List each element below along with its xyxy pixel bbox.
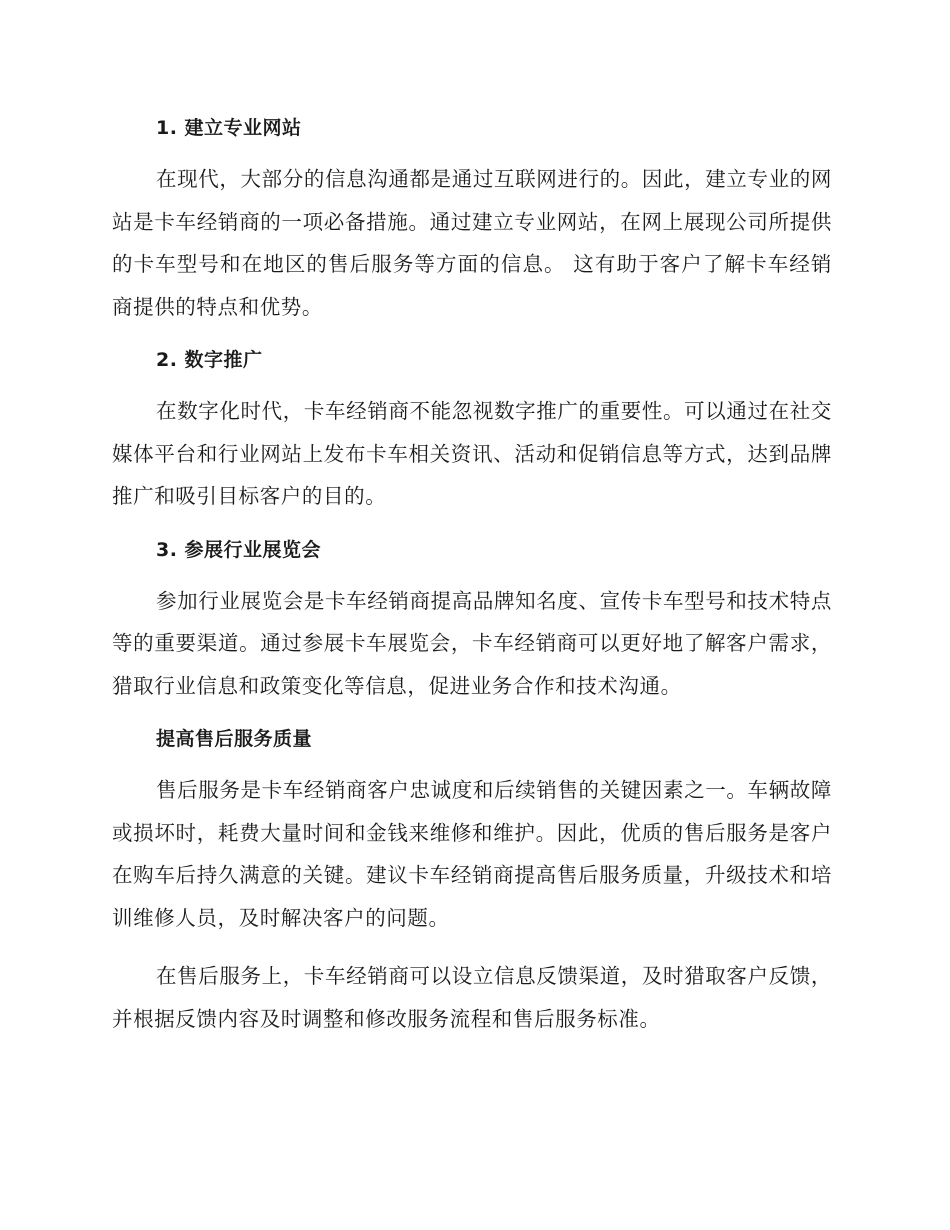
section-heading: 2. 数字推广 xyxy=(156,349,263,371)
section-trade-exhibition xyxy=(112,534,832,708)
body-paragraph: 售后服务是卡车经销商客户忠诚度和后续销售的关键因素之一。车辆故障或损坏时，耗费大量时间和金钱来维修和维护。因此，优质的售后服务是客户在购车后持久满意的关键。建议卡车经销商提高售后服务质量，升级技术和培训维修人员，及时解决客户的问题。 xyxy=(112,778,832,930)
section-heading: 提高售后服务质量 xyxy=(156,728,313,750)
section-heading: 1. 建立专业网站 xyxy=(156,117,302,139)
section-heading: 3. 参展行业展览会 xyxy=(156,538,322,561)
section-digital-promotion xyxy=(112,344,832,518)
body-paragraph: 参加行业展览会是卡车经销商提高品牌知名度、宣传卡车型号和技术特点等的重要渠道。通过参展卡车展览会，卡车经销商可以更好地了解客户需求，猎取行业信息和政策变化等信息，促进业务合作和技术沟通。 xyxy=(112,588,832,698)
document-page xyxy=(112,112,832,1056)
body-paragraph: 在数字化时代，卡车经销商不能忽视数字推广的重要性。可以通过在社交媒体平台和行业网站上发布卡车相关资讯、活动和促销信息等方式，达到品牌推广和吸引目标客户的目的。 xyxy=(112,399,832,508)
section-build-website xyxy=(112,112,832,328)
section-after-sales-service xyxy=(112,723,832,1040)
body-paragraph: 在售后服务上，卡车经销商可以设立信息反馈渠道，及时猎取客户反馈，并根据反馈内容及时调整和修改服务流程和售后服务标准。 xyxy=(112,964,832,1031)
body-paragraph: 在现代，大部分的信息沟通都是通过互联网进行的。因此，建立专业的网站是卡车经销商的一项必备措施。通过建立专业网站，在网上展现公司所提供的卡车型号和在地区的售后服务等方面的信息。 这有助于客户了解卡车经销商提供的特点和优势。 xyxy=(112,167,832,319)
